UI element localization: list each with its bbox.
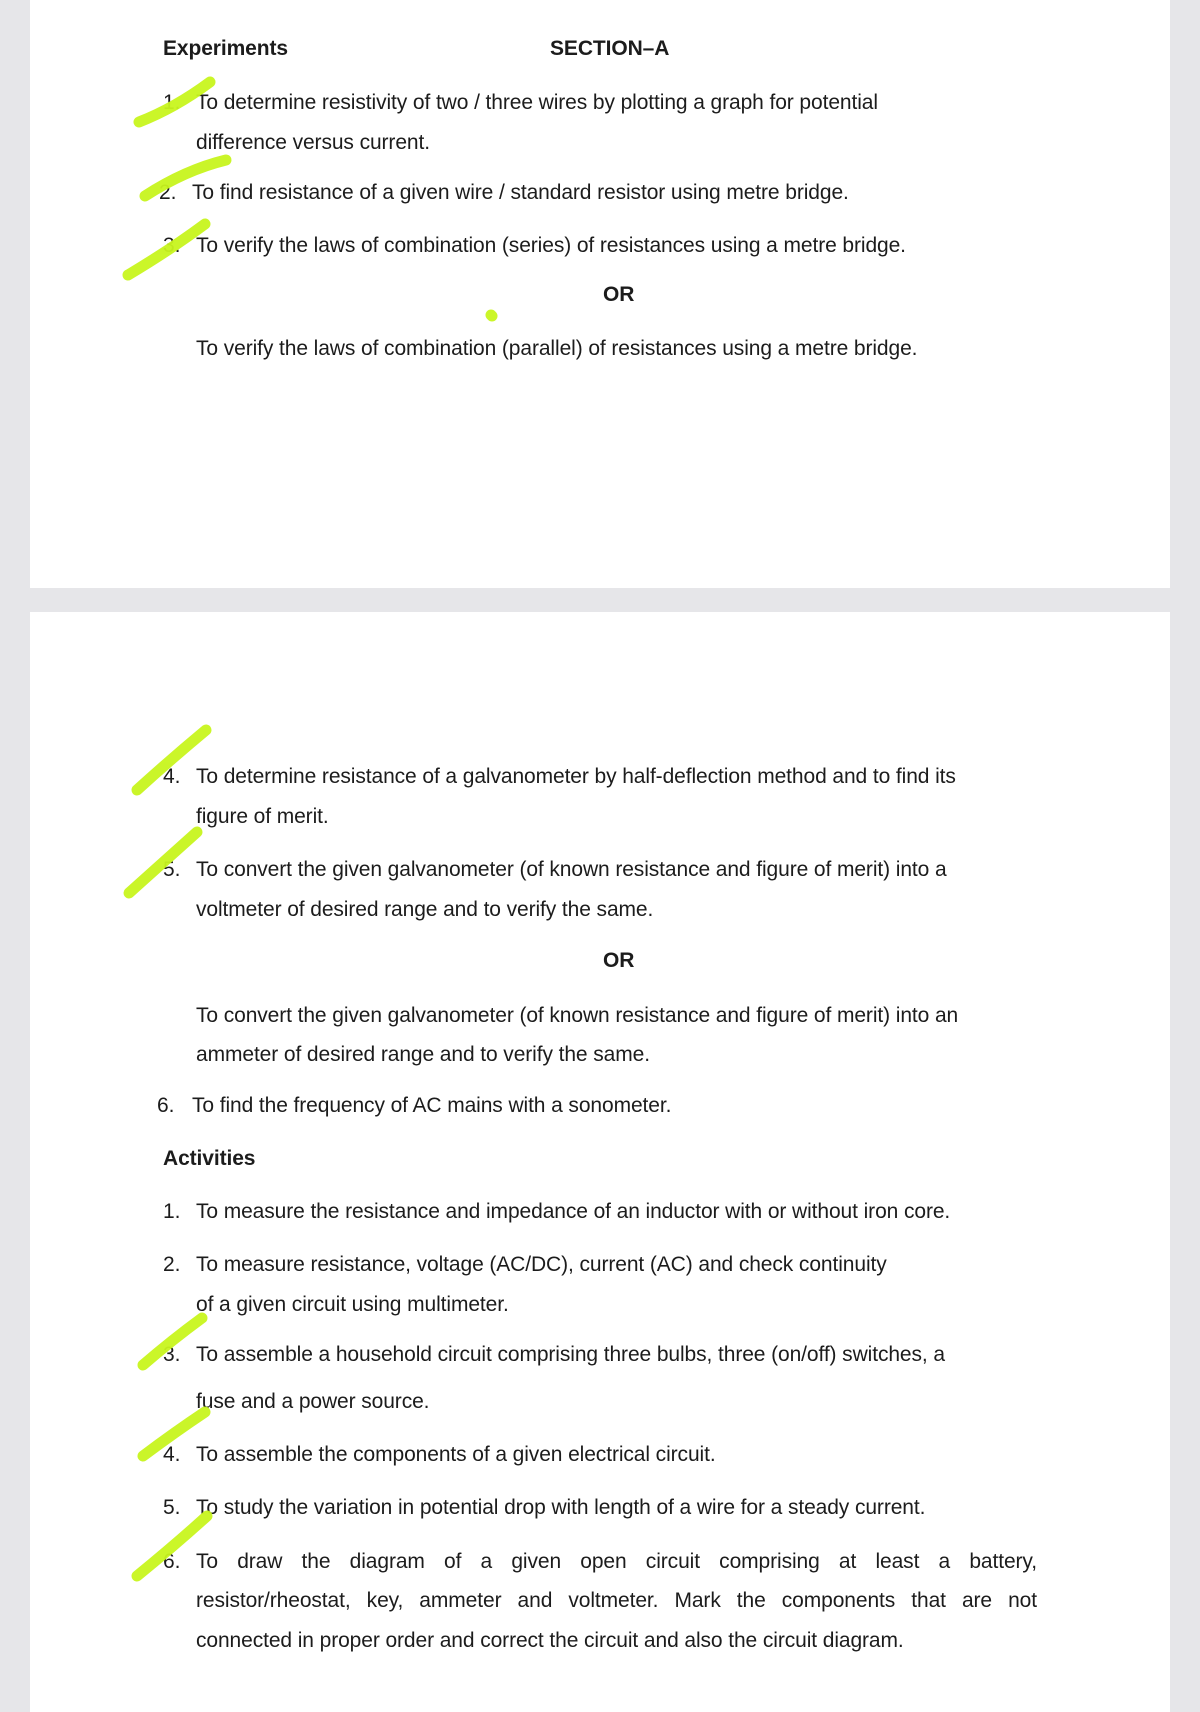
activity-6-number: 6. — [163, 1550, 181, 1573]
experiment-5-or: OR — [603, 949, 635, 972]
experiment-6-number: 6. — [157, 1094, 175, 1117]
activity-2-line-1: To measure resistance, voltage (AC/DC), current (AC) and check continuity — [196, 1253, 887, 1276]
activity-3-line-1: To assemble a household circuit comprising three bulbs, three (on/off) switches, a — [196, 1343, 945, 1366]
experiment-5-number: 5. — [163, 858, 181, 881]
experiment-4-line-1: To determine resistance of a galvanometer by half-deflection method and to find its — [196, 765, 956, 788]
experiment-5-alt-line-1: To convert the given galvanometer (of known resistance and figure of merit) into an — [196, 1004, 959, 1027]
experiment-3-alt-line-1: To verify the laws of combination (parallel) of resistances using a metre bridge. — [196, 337, 918, 360]
activities-heading: Activities — [163, 1147, 256, 1170]
activity-5-line-1: To study the variation in potential drop with length of a wire for a steady current. — [196, 1496, 926, 1519]
activity-1-number: 1. — [163, 1200, 181, 1223]
section-title: SECTION–A — [550, 37, 670, 60]
activity-3-number: 3. — [163, 1343, 181, 1366]
activity-4-number: 4. — [163, 1443, 181, 1466]
activity-5-number: 5. — [163, 1496, 181, 1519]
activity-2-line-2: of a given circuit using multimeter. — [196, 1293, 509, 1316]
activity-2-number: 2. — [163, 1253, 181, 1276]
experiment-3-line-1: To verify the laws of combination (series) of resistances using a metre bridge. — [196, 234, 906, 257]
activity-6-line-2: resistor/rheostat, key, ammeter and voltmeter. Mark the components that are not — [196, 1589, 1037, 1612]
experiment-2-number: 2. — [159, 181, 177, 204]
experiment-4-number: 4. — [163, 765, 181, 788]
activity-6-line-1: To draw the diagram of a given open circuit comprising at least a battery, — [196, 1550, 1037, 1573]
experiment-5-line-2: voltmeter of desired range and to verify the same. — [196, 898, 654, 921]
experiment-3-or: OR — [603, 283, 635, 306]
document-page-1 — [30, 0, 1170, 588]
activity-6-line-3: connected in proper order and correct the circuit and also the circuit diagram. — [196, 1629, 904, 1652]
experiment-5-line-1: To convert the given galvanometer (of known resistance and figure of merit) into a — [196, 858, 947, 881]
experiment-4-line-2: figure of merit. — [196, 805, 329, 828]
experiment-1-line-1: To determine resistivity of two / three wires by plotting a graph for potential — [196, 91, 878, 114]
experiment-2-line-1: To find resistance of a given wire / standard resistor using metre bridge. — [192, 181, 849, 204]
experiment-5-alt-line-2: ammeter of desired range and to verify the same. — [196, 1043, 650, 1066]
experiments-heading: Experiments — [163, 37, 288, 60]
activity-4-line-1: To assemble the components of a given electrical circuit. — [196, 1443, 716, 1466]
experiment-1-number: 1. — [163, 91, 181, 114]
experiment-1-line-2: difference versus current. — [196, 131, 430, 154]
experiment-3-number: 3. — [163, 234, 181, 257]
experiment-6-line-1: To find the frequency of AC mains with a sonometer. — [192, 1094, 672, 1117]
activity-1-line-1: To measure the resistance and impedance of an inductor with or without iron core. — [196, 1200, 951, 1223]
activity-3-line-2: fuse and a power source. — [196, 1390, 430, 1413]
